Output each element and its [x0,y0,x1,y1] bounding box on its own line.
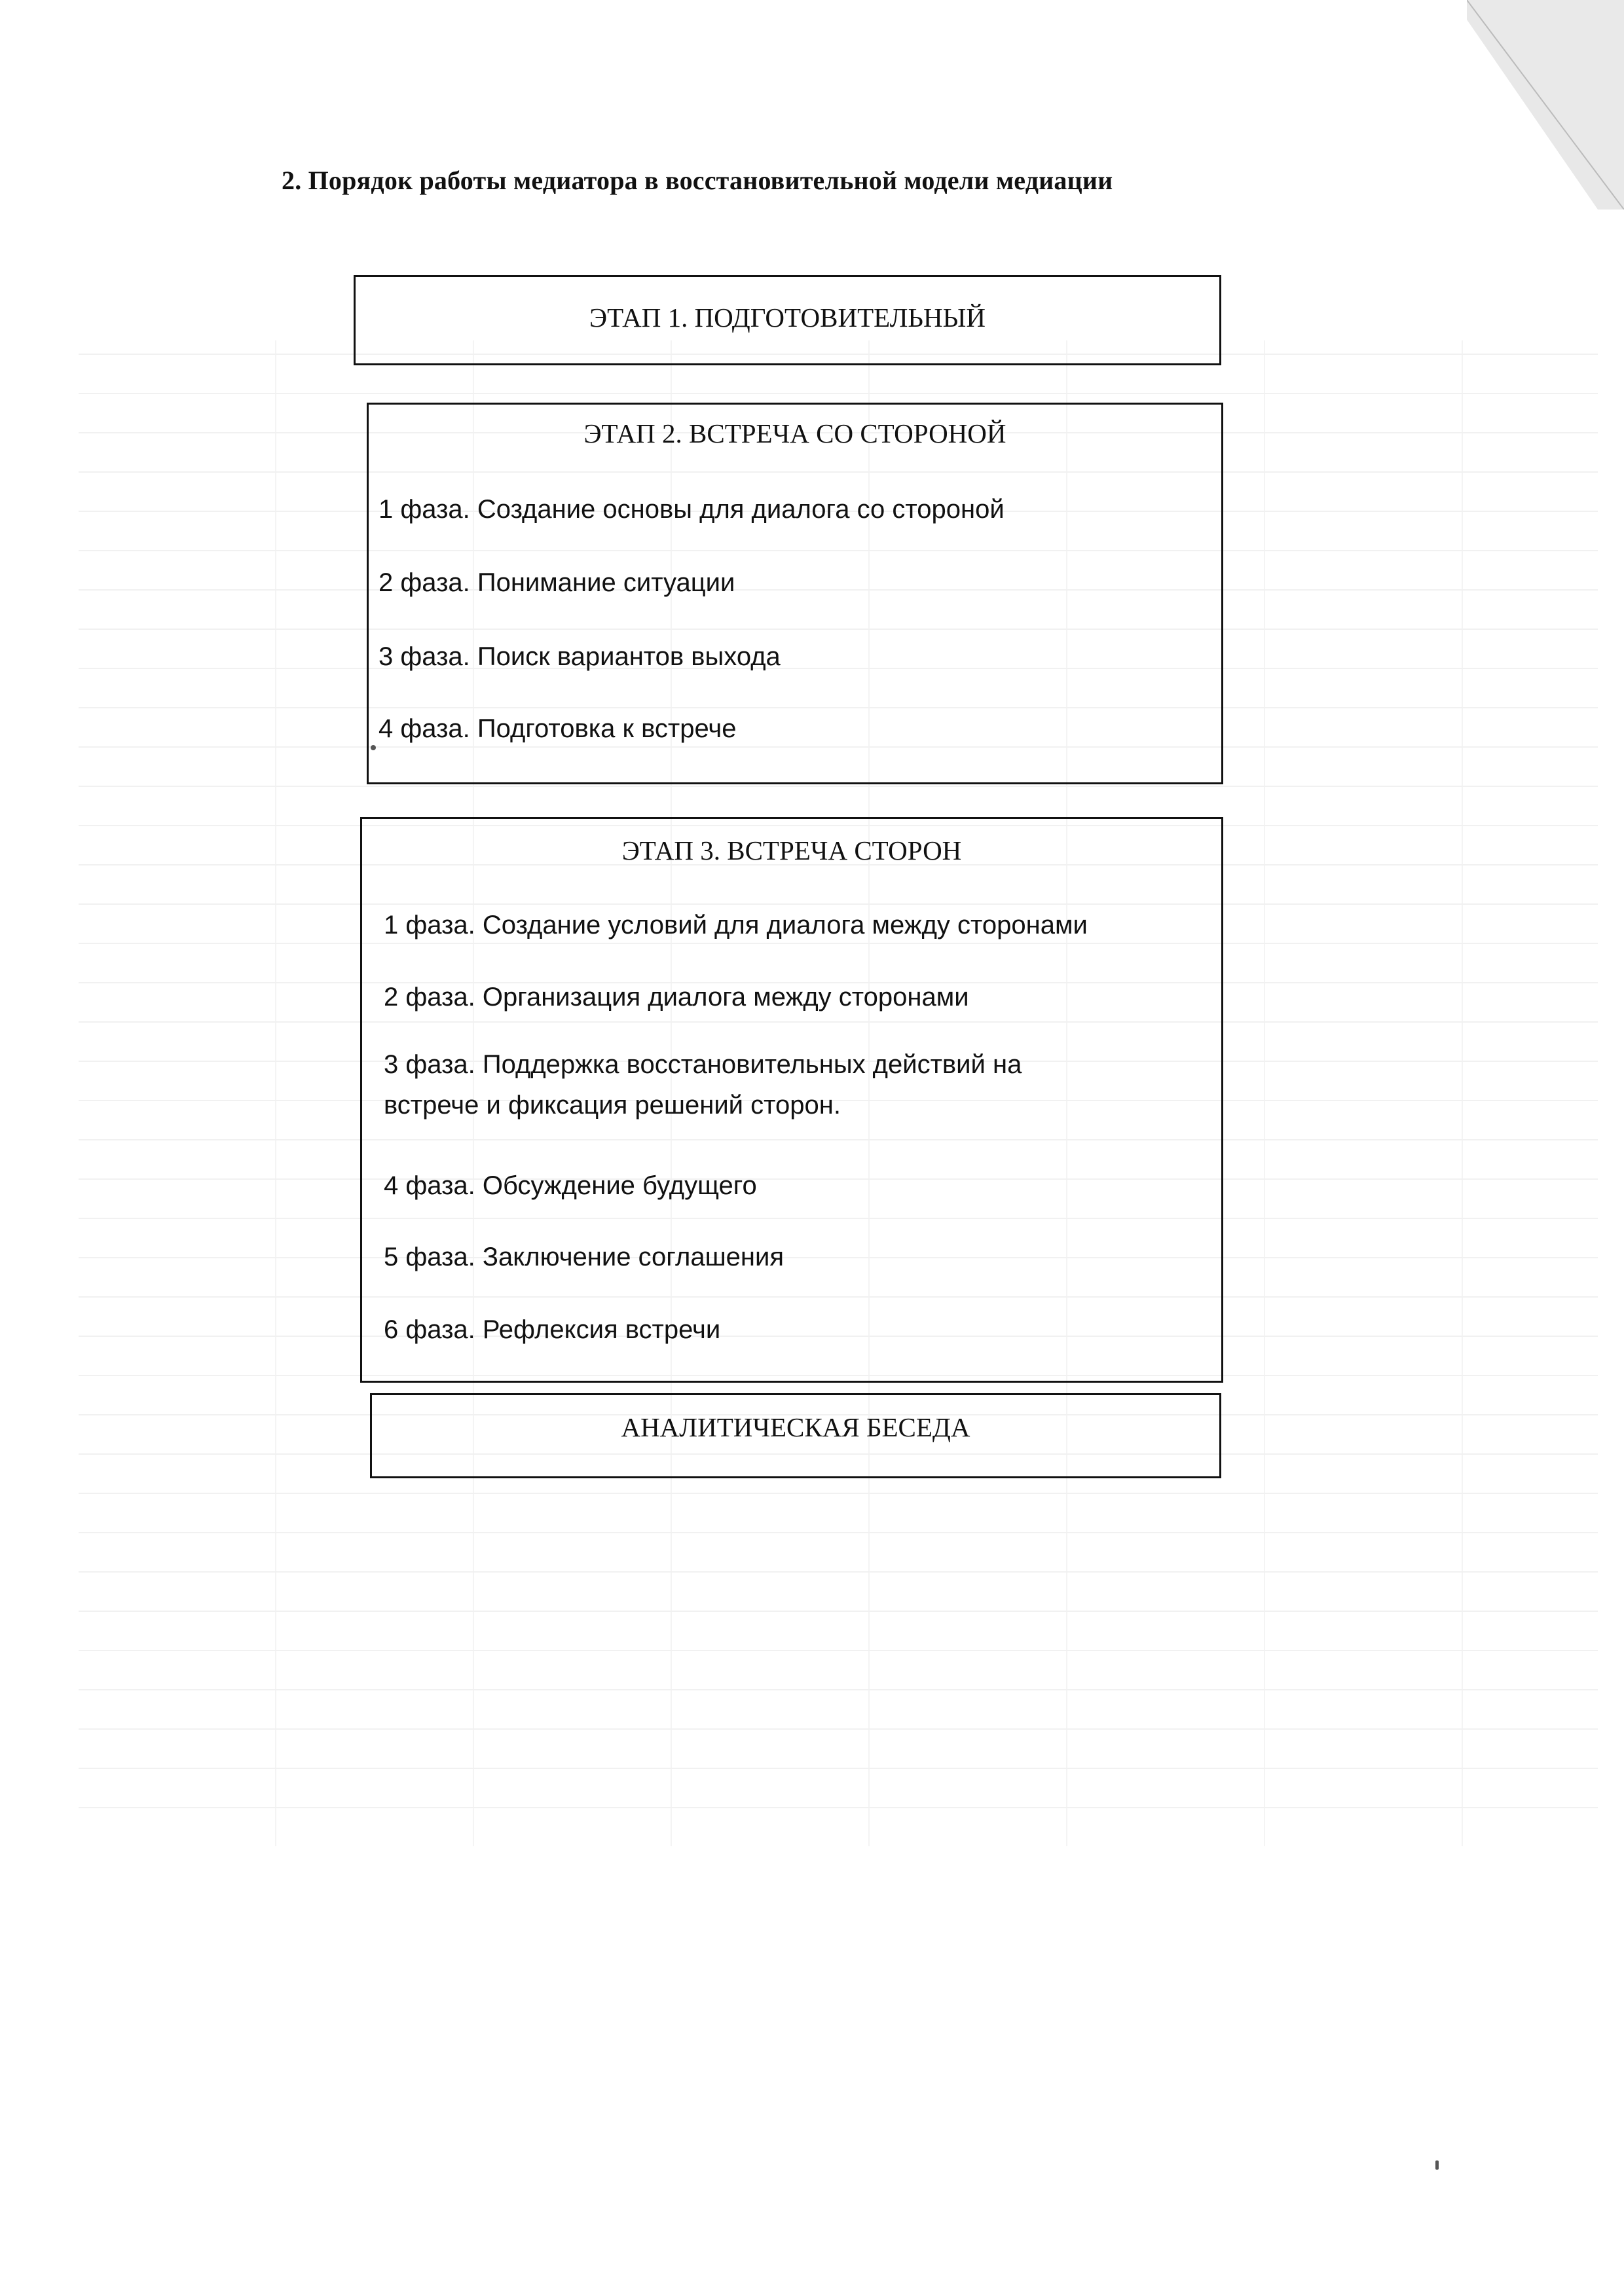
analytical-conversation-title: АНАЛИТИЧЕСКАЯ БЕСЕДА [621,1412,970,1442]
stage-3-phase-1: 1 фаза. Создание условий для диалога между сторонами [384,911,1088,939]
stage-3-phase-3-line-2: встрече и фиксация решений сторон. [384,1091,841,1120]
stage-2-title: ЭТАП 2. ВСТРЕЧА СО СТОРОНОЙ [583,418,1006,448]
scan-speck [371,745,376,750]
page-fold-corner [1467,0,1624,210]
stage-2-phase-1: 1 фаза. Создание основы для диалога со стороной [378,495,1005,524]
stage-3-phase-4: 4 фаза. Обсуждение будущего [384,1171,757,1200]
stage-3-phase-2: 2 фаза. Организация диалога между сторонами [384,983,969,1011]
stage-1-title: ЭТАП 1. ПОДГОТОВИТЕЛЬНЫЙ [589,302,986,333]
stage-3-phase-5: 5 фаза. Заключение соглашения [384,1243,784,1271]
analytical-conversation-box [370,1393,1221,1478]
stage-2-phase-3: 3 фаза. Поиск вариантов выхода [378,642,781,671]
stage-3-phase-6: 6 фаза. Рефлексия встречи [384,1315,721,1344]
document-title: 2. Порядок работы медиатора в восстановительной модели медиации [282,166,1113,195]
stage-1-box [354,275,1221,365]
scan-speck [1435,2160,1439,2170]
stage-3-phase-3-line-1: 3 фаза. Поддержка восстановительных действий на [384,1050,1022,1079]
stage-2-phase-2: 2 фаза. Понимание ситуации [378,568,735,597]
stage-2-phase-4: 4 фаза. Подготовка к встрече [378,714,737,743]
stage-3-title: ЭТАП 3. ВСТРЕЧА СТОРОН [621,835,962,866]
